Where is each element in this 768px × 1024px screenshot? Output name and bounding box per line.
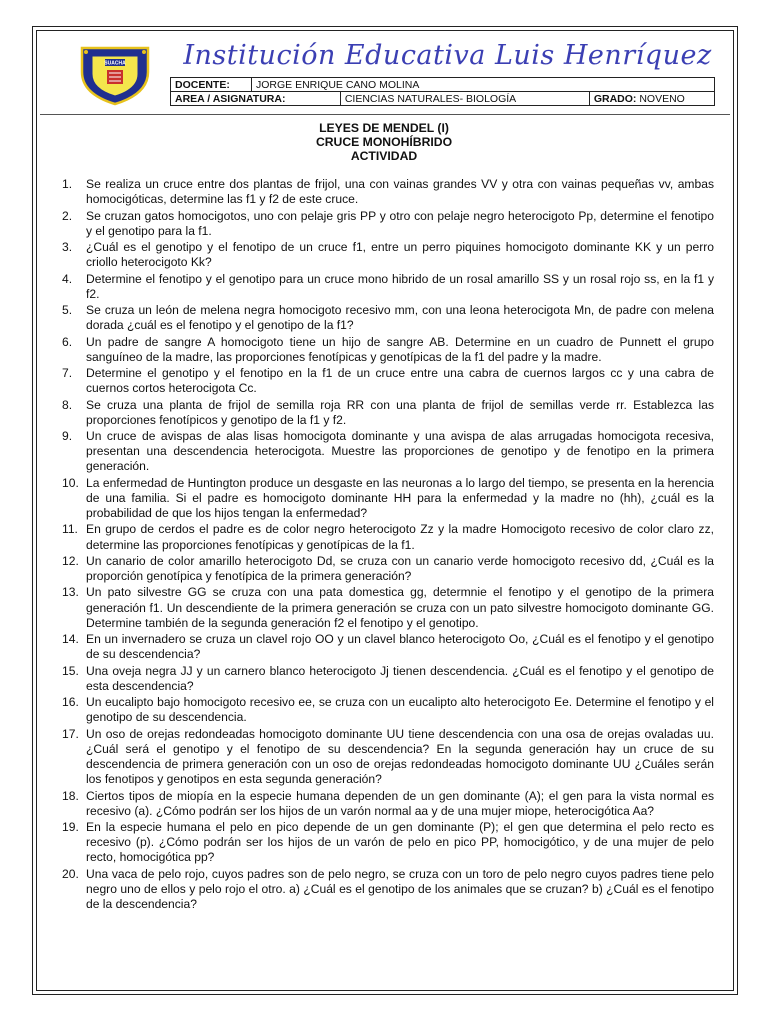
question-number: 16. — [62, 695, 79, 710]
question-number: 11. — [62, 522, 78, 537]
question-number: 5. — [62, 303, 73, 317]
worksheet-subtitle: CRUCE MONOHÍBRIDO — [315, 135, 453, 149]
question-number: 1. — [62, 177, 73, 191]
question-text: La enfermedad de Huntington produce un desgaste en las neuronas a lo largo del tiempo, se presenta en la herencia de una familia. Si el padre es homocigoto dominante HH para la enfermedad y la madre no (hh), ¿cuál es la probabilidad de que los hijos tengan la enfermedad? — [86, 475, 714, 521]
question-text: Se cruza una planta de frijol de semilla roja RR con una planta de frijol de semillas verde rr. Establezca las proporciones fenotípicos y genotipo de la f1 y f2. — [86, 397, 714, 427]
question-number: 18. — [62, 788, 79, 803]
question-text: Una oveja negra JJ y un carnero blanco heterocigoto Jj tienen descendencia. ¿Cuál es el fenotipo y el genotipo de esta descendencia? — [86, 663, 714, 693]
area-value: CIENCIAS NATURALES- BIOLOGÍA — [340, 92, 589, 106]
question-text: Ciertos tipos de miopía en la especie humana dependen de un gen dominante (A); el gen para la vista normal es recesivo (a). ¿Cómo podrán ser los hijos de un varón normal aa y de una mujer miope, heterocigótica Aa? — [86, 788, 714, 818]
question-text: Un canario de color amarillo heterocigoto Dd, se cruza con un canario verde homocigoto recesivo dd, ¿Cuál es la proporción genotípica y fenotípica de la primera generación? — [86, 553, 714, 584]
question-number: 15. — [62, 663, 79, 678]
question-item — [62, 272, 714, 302]
question-text: Determine el fenotipo y el genotipo para un cruce mono hibrido de un rosal amarillo SS y un rosal rojo ss, en la f1 y f2. — [86, 271, 714, 301]
docente-value: JORGE ENRIQUE CANO MOLINA — [252, 78, 715, 92]
question-text: Un padre de sangre A homocigoto tiene un hijo de sangre AB. Determine en un cuadro de Punnett el grupo sanguíneo de la madre, las proporciones fenotípicas y genotípicas de la f1 del padre y la madre. — [86, 334, 714, 364]
question-number: 20. — [62, 866, 79, 881]
question-item — [62, 209, 714, 239]
question-number: 13. — [62, 585, 79, 600]
question-text: Se realiza un cruce entre dos plantas de frijol, una con vainas grandes VV y otra con vainas pequeñas vv, ambas homocigóticas, determine las f1 y f2 de este cruce. — [86, 177, 714, 207]
question-item — [62, 695, 714, 725]
question-number: 7. — [62, 366, 73, 380]
question-item — [62, 177, 714, 207]
question-item — [62, 240, 714, 270]
question-item — [62, 303, 714, 333]
question-text: Una vaca de pelo rojo, cuyos padres son de pelo negro, se cruza con un toro de pelo negro cuyos padres tiene pelo negro uno de ellos y pelo rojo el otro. a) ¿Cuál es el genotipo de los animales que se cruzan? b) ¿Cuál es el fenotipo de la descendencia? — [86, 866, 714, 912]
svg-text:SUACHA: SUACHA — [104, 60, 126, 67]
question-list — [62, 177, 714, 913]
grado-value: NOVENO — [639, 92, 685, 105]
worksheet-title: LEYES DE MENDEL (I) — [319, 121, 449, 135]
school-crest-logo — [74, 42, 156, 106]
header-divider — [40, 114, 730, 115]
question-text: Se cruza un león de melena negra homocigoto recesivo mm, con una leona heterocigota Mn, de padre con melena dorada ¿cuál es el fenotipo y el genotipo de la f1? — [86, 303, 714, 333]
institution-title: Institución Educativa Luis Henríquez — [183, 40, 712, 71]
question-number: 6. — [62, 334, 73, 349]
question-item — [62, 789, 714, 819]
question-item — [62, 820, 714, 866]
question-item — [62, 664, 714, 694]
grado-label: GRADO: — [593, 92, 637, 105]
question-text: Se cruzan gatos homocigotos, uno con pelaje gris PP y otro con pelaje negro heterocigoto Pp, determine el fenotipo y el genotipo para la f1. — [86, 208, 714, 238]
question-text: Un pato silvestre GG se cruza con una pata domestica gg, determnie el fenotipo y el genotipo de la primera generación f1. Un descendiente de la primera generación se cruza con un pato silvestre homocigoto dominante GG. Determine también de la segunda generación f2 el fenotipo y el genotipo. — [86, 585, 714, 630]
docente-label: DOCENTE: — [171, 78, 252, 92]
question-number: 8. — [62, 397, 73, 412]
worksheet-activity-label: ACTIVIDAD — [350, 149, 418, 163]
question-text: Determine el genotipo y el fenotipo en la f1 de un cruce entre una cabra de cuernos largos cc y una cabra de cuernos cortos heterocigota Cc. — [86, 366, 714, 396]
question-item — [62, 632, 714, 662]
question-item — [62, 335, 714, 365]
question-text: En grupo de cerdos el padre es de color negro heterocigoto Zz y la madre Homocigoto recesivo de color claro zz, determine las proporciones fenotípicas y genotípicas de la f1. — [86, 522, 714, 552]
question-text: ¿Cuál es el genotipo y el fenotipo de un cruce f1, entre un perro piquines homocigoto dominante KK y un perro criollo heterocigoto Kk? — [86, 240, 714, 270]
area-label: AREA / ASIGNATURA: — [171, 92, 341, 106]
question-text: Un cruce de avispas de alas lisas homocigota dominante y una avispa de alas arrugadas homocigota recesiva, presentan una descendencia heterocigota. Muestre las proporciones de genotipo y de fenotipo en la primera generación. — [86, 429, 714, 474]
question-item — [62, 554, 714, 584]
question-item — [62, 366, 714, 396]
question-number: 9. — [62, 429, 73, 443]
question-number: 2. — [62, 208, 73, 223]
grado-cell — [589, 92, 714, 106]
question-item — [62, 398, 714, 428]
question-text: Un oso de orejas redondeadas homocigoto dominante UU tiene descendencia con una osa de orejas ovaladas uu. ¿Cuál será el genotipo y el fenotipo de su descendencia? En la segunda generación hay un cruce de su descendencia de primera generación con un oso de orejas redondeadas homocigoto dominante UU ¿Cuáles serán los fenotipos y genotipos en esta segunda generación? — [86, 726, 714, 787]
teacher-info-table — [170, 77, 715, 106]
question-number: 14. — [62, 632, 79, 647]
question-number: 17. — [62, 726, 79, 741]
question-number: 4. — [62, 271, 73, 286]
question-number: 12. — [62, 553, 79, 568]
question-item — [62, 727, 714, 788]
question-text: En un invernadero se cruza un clavel rojo OO y un clavel blanco heterocigoto Oo, ¿Cuál es el fenotipo y el genotipo de su descendencia? — [86, 632, 714, 662]
question-text: Un eucalipto bajo homocigoto recesivo ee, se cruza con un eucalipto alto heterocigoto Ee. Determine el fenotipo y el genotipo de su descendencia. — [86, 695, 714, 725]
question-item — [62, 429, 714, 475]
question-number: 3. — [62, 240, 73, 254]
question-item — [62, 476, 714, 522]
question-number: 19. — [62, 820, 79, 835]
question-item — [62, 522, 714, 552]
question-item — [62, 585, 714, 631]
question-item — [62, 867, 714, 913]
question-text: En la especie humana el pelo en pico depende de un gen dominante (P); el gen que determina el pelo recto es recesivo (p). ¿Cómo podrán ser los hijos de un varón de pelo en pico PP, homocigótico, y de una mujer de pelo recto, homocigótica pp? — [86, 820, 714, 865]
question-number: 10. — [62, 475, 79, 490]
